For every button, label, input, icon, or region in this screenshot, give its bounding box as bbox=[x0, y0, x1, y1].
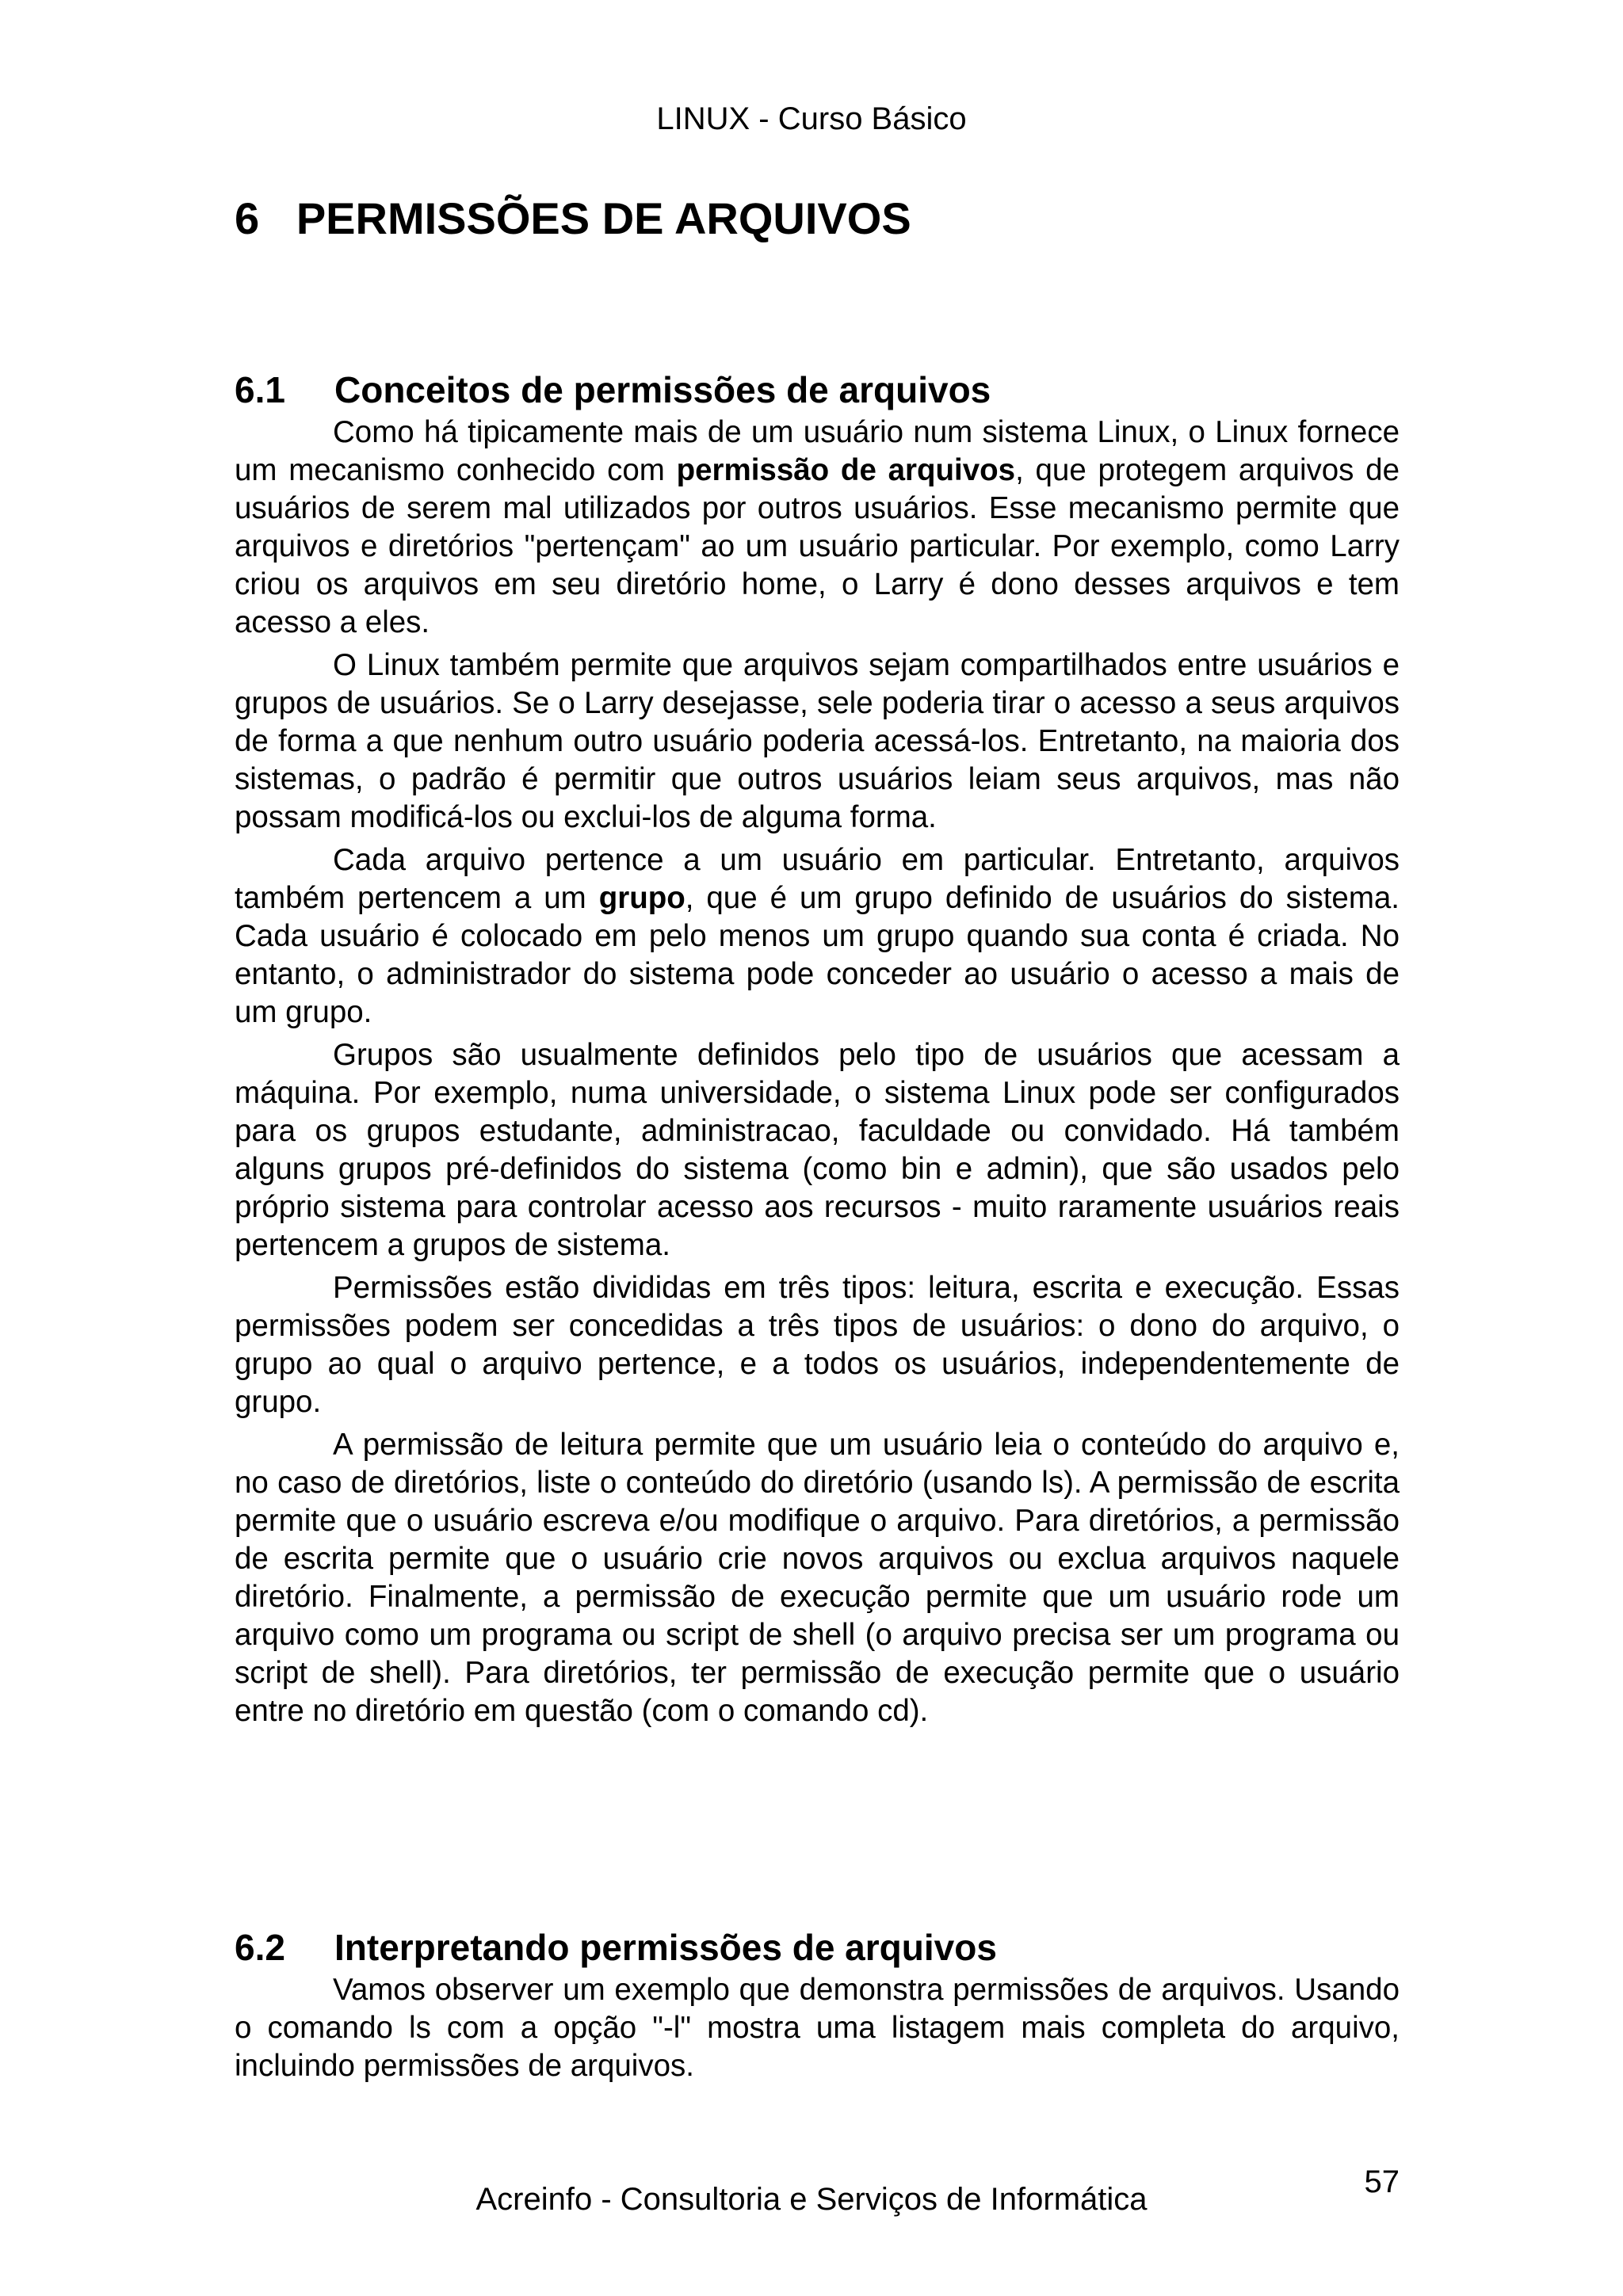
section-title: Interpretando permissões de arquivos bbox=[334, 1927, 997, 1968]
paragraph bbox=[235, 414, 1400, 642]
section-title: Conceitos de permissões de arquivos bbox=[334, 369, 991, 410]
paragraph-text: , que é um grupo definido de usuários do sistema. Cada usuário é colocado em pelo menos um grupo quando sua conta é criada. No entanto, o administrador do sistema pode conceder ao usuário o acesso a mais de um grupo. bbox=[235, 881, 1400, 1029]
bold-term: grupo bbox=[598, 881, 685, 915]
paragraph-text: , que protegem arquivos de usuários de serem mal utilizados por outros usuários. Esse mecanismo permite que arquivos e diretórios "pertençam" ao um usuário particular. Por exemplo, como Larry criou os arquivos em seu diretório home, o Larry é dono desses arquivos e tem acesso a eles. bbox=[235, 453, 1400, 639]
running-header: LINUX - Curso Básico bbox=[656, 101, 967, 136]
section-heading bbox=[235, 366, 1400, 414]
paragraph: Permissões estão divididas em três tipos: leitura, escrita e execução. Essas permissões podem ser concedidas a três tipos de usuários: o dono do arquivo, o grupo ao qual o arquivo pertence, e a todos os usuários, independentemente de grupo. bbox=[235, 1271, 1400, 1419]
paragraph: A permissão de leitura permite que um usuário leia o conteúdo do arquivo e, no caso de diretórios, liste o conteúdo do diretório (usando ls). A permissão de escrita permite que o usuário escreva e/ou modifique o arquivo. Para diretórios, a permissão de escrita permite que o usuário crie novos arquivos ou exclua arquivos naquele diretório. Finalmente, a permissão de execução permite que um usuário rode um arquivo como um programa ou script de shell (o arquivo precisa ser um programa ou script de shell). Para diretórios, ter permissão de execução permite que o usuário entre no diretório em questão (com o comando cd). bbox=[235, 1428, 1400, 1728]
paragraph-text: Cada arquivo pertence a um usuário em particular. Entretanto, arquivos também pertencem a um bbox=[235, 843, 1400, 915]
section-6-2 bbox=[235, 1924, 1400, 2090]
paragraph-text: Como há tipicamente mais de um usuário num sistema Linux, o Linux fornece um mecanismo conhecido com bbox=[235, 415, 1400, 487]
section-6-1 bbox=[235, 366, 1400, 1735]
section-number: 6.2 bbox=[235, 1927, 285, 1968]
paragraph: Grupos são usualmente definidos pelo tipo de usuários que acessam a máquina. Por exemplo, numa universidade, o sistema Linux pode ser configurados para os grupos estudante, administracao, faculdade ou convidado. Há também alguns grupos pré-definidos do sistema (como bin e admin), que são usados pelo próprio sistema para controlar acesso aos recursos - muito raramente usuários reais pertencem a grupos de sistema. bbox=[235, 1038, 1400, 1262]
section-heading bbox=[235, 1924, 1400, 1971]
bold-term: permissão de arquivos bbox=[676, 453, 1016, 487]
paragraph: Vamos observer um exemplo que demonstra permissões de arquivos. Usando o comando ls com a opção "-l" mostra uma listagem mais completa do arquivo, incluindo permissões de arquivos. bbox=[235, 1973, 1400, 2083]
paragraph bbox=[235, 841, 1400, 1032]
running-footer: Acreinfo - Consultoria e Serviços de Informática bbox=[475, 2182, 1148, 2217]
page-number: 57 bbox=[1364, 2164, 1400, 2199]
section-number: 6.1 bbox=[235, 369, 285, 410]
chapter-title: 6 PERMISSÕES DE ARQUIVOS bbox=[235, 193, 911, 243]
paragraph: O Linux também permite que arquivos sejam compartilhados entre usuários e grupos de usuários. Se o Larry desejasse, sele poderia tirar o acesso a seus arquivos de forma a que nenhum outro usuário poderia acessá-los. Entretanto, na maioria dos sistemas, o padrão é permitir que outros usuários leiam seus arquivos, mas não possam modificá-los ou exclui-los de alguma forma. bbox=[235, 648, 1400, 834]
